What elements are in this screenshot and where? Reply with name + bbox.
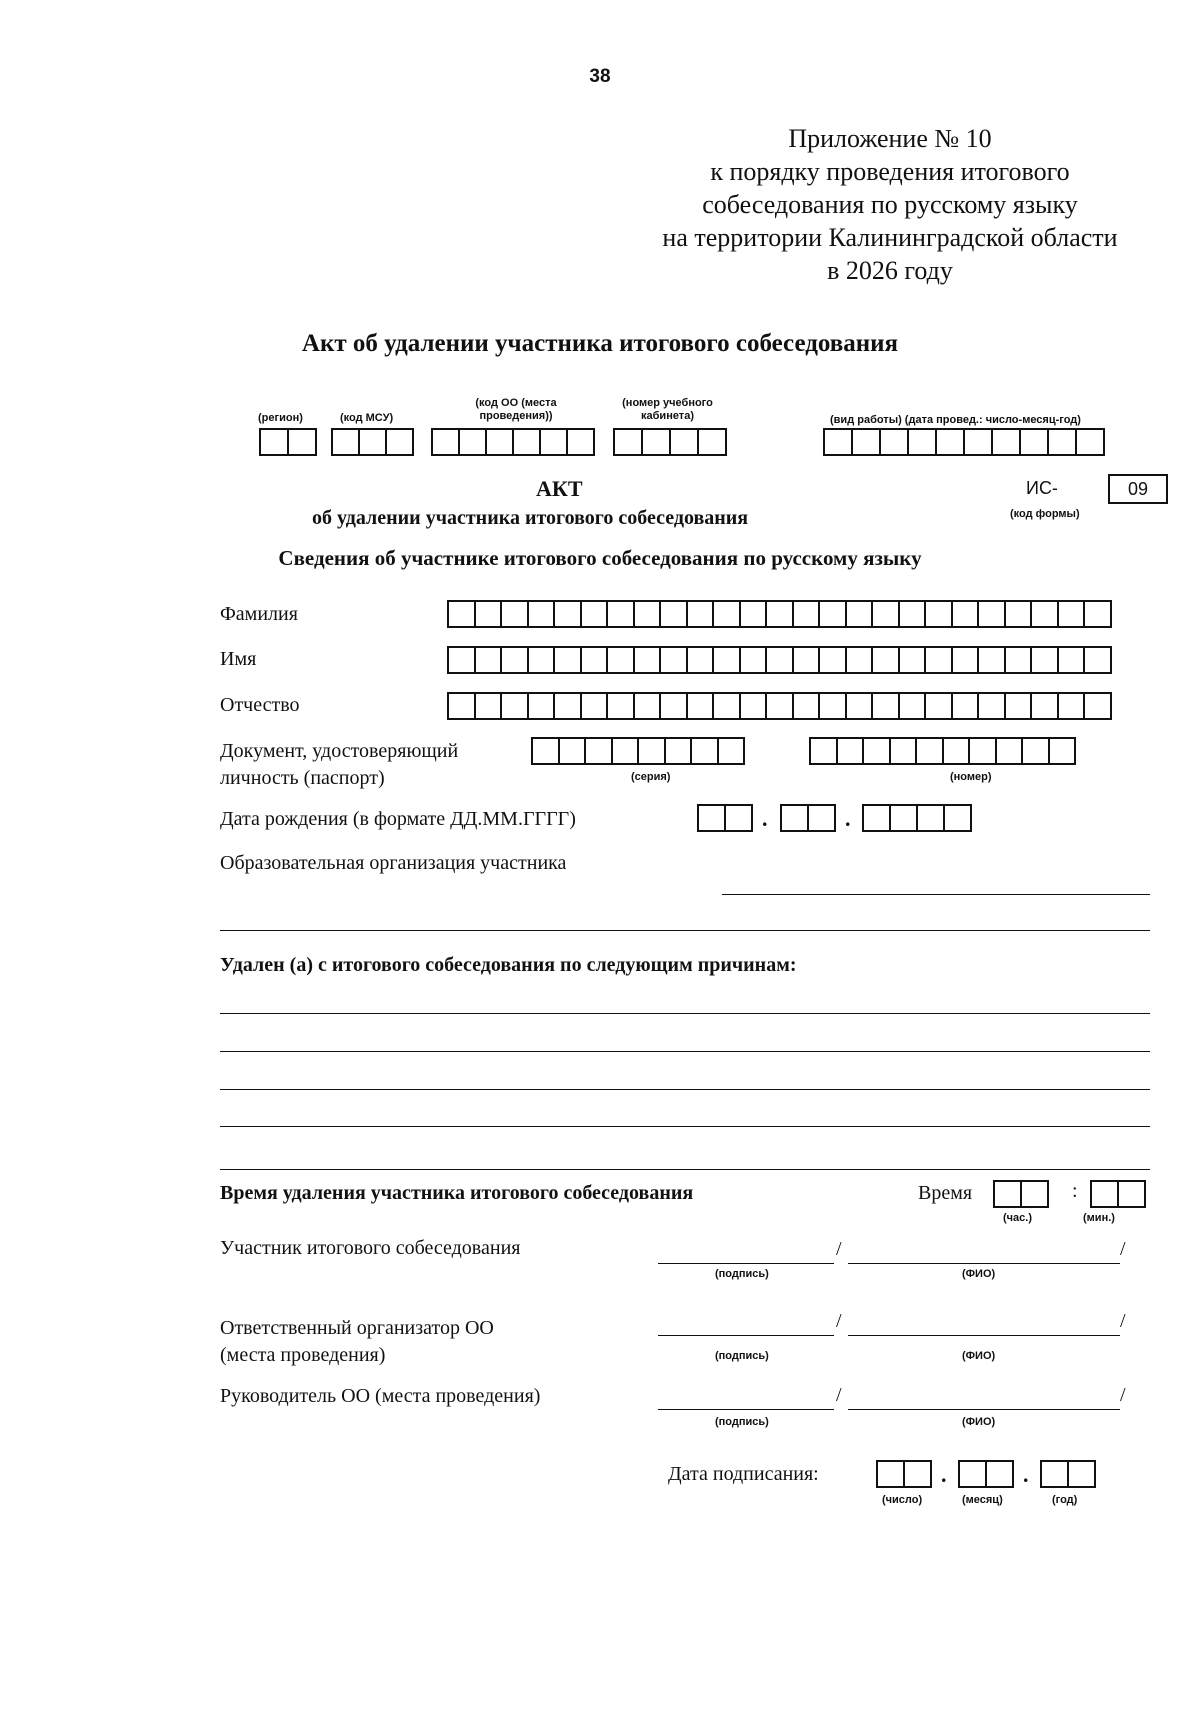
signature-line[interactable] xyxy=(658,1263,834,1264)
sign-caption: (подпись) xyxy=(715,1268,769,1280)
passport-series-boxes[interactable] xyxy=(531,737,743,765)
region-caption: (регион) xyxy=(258,412,303,424)
appendix-block xyxy=(630,122,1150,287)
removal-time-label: Время удаления участника итогового собеседования xyxy=(220,1182,694,1204)
form-code-caption: (код формы) xyxy=(1010,508,1080,520)
fio-caption: (ФИО) xyxy=(962,1416,996,1428)
sign-date-dot: . xyxy=(941,1462,947,1487)
slash: / xyxy=(836,1238,842,1260)
cabinet-caption: (номер учебного кабинета) xyxy=(622,397,713,422)
act-subheading: об удалении участника итогового собеседования xyxy=(312,507,749,529)
act-heading: АКТ xyxy=(536,476,583,501)
time-word: Время xyxy=(918,1182,973,1204)
slash: / xyxy=(1120,1384,1126,1406)
section-title: Сведения об участнике итогового собеседования по русскому языку xyxy=(278,546,922,570)
slash: / xyxy=(1120,1238,1126,1260)
org-line[interactable] xyxy=(220,930,1150,931)
birth-dot: . xyxy=(762,806,768,831)
sign-caption: (подпись) xyxy=(715,1350,769,1362)
birth-year-boxes[interactable] xyxy=(862,804,970,832)
day-caption: (число) xyxy=(882,1494,923,1506)
surname-boxes[interactable] xyxy=(447,600,1110,628)
number-caption: (номер) xyxy=(950,771,992,783)
month-caption: (месяц) xyxy=(962,1494,1003,1506)
fio-line[interactable] xyxy=(848,1335,1120,1336)
sign-year-boxes[interactable] xyxy=(1040,1460,1094,1488)
sign-day-boxes[interactable] xyxy=(876,1460,930,1488)
reason-line[interactable] xyxy=(220,1169,1150,1170)
signature-line[interactable] xyxy=(658,1409,834,1410)
document-label-2: личность (паспорт) xyxy=(220,767,385,789)
slash: / xyxy=(1120,1310,1126,1332)
sign-date-label: Дата подписания: xyxy=(668,1463,819,1485)
minutes-boxes[interactable] xyxy=(1090,1180,1144,1208)
fio-line[interactable] xyxy=(848,1263,1120,1264)
birth-label: Дата рождения (в формате ДД.ММ.ГГГГ) xyxy=(220,808,576,830)
document-label: Документ, удостоверяющий xyxy=(220,740,459,762)
cabinet-boxes[interactable] xyxy=(613,428,725,456)
patronymic-label: Отчество xyxy=(220,694,300,716)
appendix-line: собеседования по русскому языку xyxy=(702,190,1078,219)
msu-caption: (код МСУ) xyxy=(340,412,394,424)
year-caption: (год) xyxy=(1052,1494,1078,1506)
reason-line[interactable] xyxy=(220,1089,1150,1090)
work-date-caption: (вид работы) (дата провед.: число-месяц-год) xyxy=(830,414,1081,426)
head-sign-label: Руководитель ОО (места проведения) xyxy=(220,1385,541,1407)
form-code: 09 xyxy=(1108,474,1168,504)
fio-caption: (ФИО) xyxy=(962,1268,996,1280)
organizer-sign-label-2: (места проведения) xyxy=(220,1344,386,1366)
reason-line[interactable] xyxy=(220,1013,1150,1014)
appendix-line: к порядку проведения итогового xyxy=(710,157,1070,186)
reason-line[interactable] xyxy=(220,1051,1150,1052)
oo-caption: (код ОО (места проведения)) xyxy=(475,397,557,422)
fio-caption: (ФИО) xyxy=(962,1350,996,1362)
passport-number-boxes[interactable] xyxy=(809,737,1074,765)
reason-line[interactable] xyxy=(220,1126,1150,1127)
page-number: 38 xyxy=(589,66,611,87)
signature-line[interactable] xyxy=(658,1335,834,1336)
fio-line[interactable] xyxy=(848,1409,1120,1410)
oo-boxes[interactable] xyxy=(431,428,593,456)
org-line[interactable] xyxy=(722,894,1150,895)
birth-dot: . xyxy=(845,806,851,831)
appendix-line: на территории Калининградской области xyxy=(662,223,1118,252)
work-date-boxes[interactable] xyxy=(823,428,1103,456)
sign-month-boxes[interactable] xyxy=(958,1460,1012,1488)
sign-caption: (подпись) xyxy=(715,1416,769,1428)
birth-day-boxes[interactable] xyxy=(697,804,751,832)
name-boxes[interactable] xyxy=(447,646,1110,674)
slash: / xyxy=(836,1310,842,1332)
hours-boxes[interactable] xyxy=(993,1180,1047,1208)
form-prefix: ИС- xyxy=(1026,478,1058,498)
org-label: Образовательная организация участника xyxy=(220,852,567,874)
surname-label: Фамилия xyxy=(220,603,298,625)
slash: / xyxy=(836,1384,842,1406)
hours-caption: (час.) xyxy=(1003,1212,1033,1224)
patronymic-boxes[interactable] xyxy=(447,692,1110,720)
minutes-caption: (мин.) xyxy=(1083,1212,1115,1224)
msu-boxes[interactable] xyxy=(331,428,412,456)
participant-sign-label: Участник итогового собеседования xyxy=(220,1237,521,1259)
time-colon: : xyxy=(1072,1180,1078,1202)
appendix-line: Приложение № 10 xyxy=(788,124,992,153)
region-boxes[interactable] xyxy=(259,428,315,456)
series-caption: (серия) xyxy=(631,771,671,783)
appendix-line: в 2026 году xyxy=(827,256,953,285)
organizer-sign-label: Ответственный организатор ОО xyxy=(220,1317,494,1339)
birth-month-boxes[interactable] xyxy=(780,804,834,832)
reasons-title: Удален (а) с итогового собеседования по следующим причинам: xyxy=(220,954,797,976)
name-label: Имя xyxy=(220,648,257,670)
document-title: Акт об удалении участника итогового собеседования xyxy=(301,330,899,357)
sign-date-dot: . xyxy=(1023,1462,1029,1487)
